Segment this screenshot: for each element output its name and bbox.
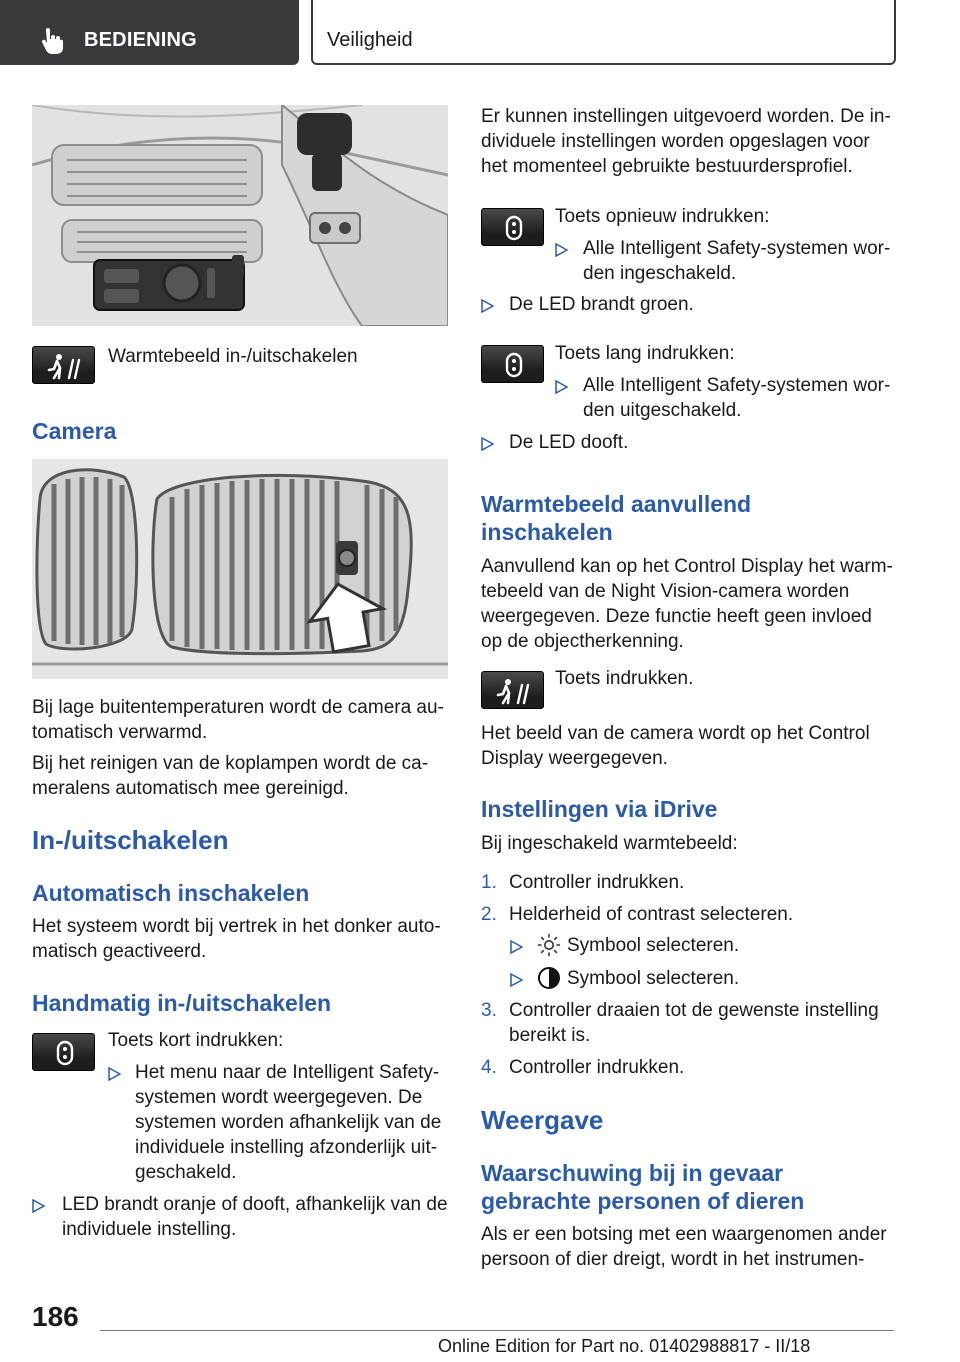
warn-text-line1: Als er een botsing met een waargenomen ander [481, 1224, 887, 1245]
step-long-bullet-line2: den uitgeschakeld. [583, 400, 742, 421]
header-chapter-label: Veiligheid [327, 29, 413, 51]
night-vision-person-icon [482, 672, 545, 710]
manual-bullet2-line2: individuele instelling. [62, 1219, 237, 1240]
contrast-icon [537, 966, 561, 990]
step-number: 4. [481, 1057, 497, 1078]
footer-edition: Online Edition for Part no. 01402988817 - II/18 [438, 1336, 811, 1356]
dashboard-illustration [32, 105, 448, 326]
heading-automatisch: Automatisch inschakelen [32, 880, 310, 906]
triangle-bullet-icon [555, 380, 568, 394]
safety-button [481, 208, 544, 246]
heading-idrive: Instellingen via iDrive [481, 796, 718, 822]
manual-bullet1-line2: systemen wordt weergegeven. De [135, 1087, 423, 1108]
extra-text-line4: op de objectherkenning. [481, 631, 684, 652]
idrive-intro: Bij ingeschakeld warmtebeeld: [481, 833, 738, 854]
symbol-select-brightness: Symbool selecteren. [567, 935, 740, 956]
heading-warning-line1: Waarschuwing bij in gevaar [481, 1160, 784, 1186]
camera-text2-line1: Bij het reinigen van de koplampen wordt de ca‐ [32, 753, 429, 774]
header-section-label: BEDIENING [84, 29, 197, 51]
step-text: Controller indrukken. [509, 872, 685, 893]
step-long-bullet-line1: Alle Intelligent Safety-systemen wor‐ [583, 375, 891, 396]
display-line1: Het beeld van de camera wordt op het Control [481, 723, 870, 744]
step-number: 3. [481, 1000, 497, 1021]
step-again-bullet-line2: den ingeschakeld. [583, 263, 737, 284]
triangle-bullet-icon [32, 1199, 45, 1213]
heading-warmtebeeld-aanvullend-line1: Warmtebeeld aanvullend [481, 491, 752, 517]
manual-bullet1-line4: individuele instelling afzonderlijk uit‐ [135, 1137, 438, 1158]
triangle-bullet-icon [108, 1067, 121, 1081]
safety-button [481, 345, 544, 383]
triangle-bullet-icon [481, 299, 494, 313]
triangle-bullet-icon [555, 243, 568, 257]
camera-text1-line2: tomatisch verwarmd. [32, 722, 208, 743]
heading-weergave: Weergave [481, 1105, 604, 1135]
camera-text2-line2: meralens automatisch mee gereinigd. [32, 778, 349, 799]
step-again-bullet-line1: Alle Intelligent Safety-systemen wor‐ [583, 238, 891, 259]
auto-text-line2: matisch geactiveerd. [32, 941, 207, 962]
manual-step: Toets kort indrukken: [108, 1030, 284, 1051]
safety-button [32, 1033, 95, 1071]
triangle-bullet-icon [510, 940, 523, 954]
extra-text-line2: tebeeld van de Night Vision-camera worden [481, 581, 850, 602]
intelligent-safety-icon [482, 209, 545, 247]
symbol-select-contrast: Symbool selecteren. [567, 968, 740, 989]
extra-text-line3: weergegeven. Deze functie heeft geen invloed [481, 606, 872, 627]
header-chapter-tab [311, 0, 896, 65]
heading-warmtebeeld-aanvullend-line2: inschakelen [481, 519, 613, 545]
extra-text-line1: Aanvullend kan op het Control Display het warm‐ [481, 556, 893, 577]
auto-text-line1: Het systeem wordt bij vertrek in het donker auto‐ [32, 916, 441, 937]
page-number: 186 [32, 1301, 79, 1332]
intelligent-safety-icon [33, 1034, 96, 1072]
heading-inuitschakelen: In-/uitschakelen [32, 825, 229, 855]
triangle-bullet-icon [481, 437, 494, 451]
caption-warmtebeeld: Warmtebeeld in-/uitschakelen [108, 346, 358, 367]
step-text-line1: Controller draaien tot de gewenste instelling [509, 1000, 879, 1021]
led-green: De LED brandt groen. [509, 294, 694, 315]
led-off: De LED dooft. [509, 432, 629, 453]
heading-handmatig: Handmatig in-/uitschakelen [32, 990, 332, 1016]
heading-camera: Camera [32, 418, 117, 444]
step-text-line2: bereikt is. [509, 1025, 591, 1046]
camera-text1-line1: Bij lage buitentemperaturen wordt de camera au‐ [32, 697, 444, 718]
step-number: 1. [481, 872, 497, 893]
sun-icon [537, 933, 561, 957]
step-text: Helderheid of contrast selecteren. [509, 904, 794, 925]
header-section-tab [0, 0, 299, 65]
step-again: Toets opnieuw indrukken: [555, 206, 770, 227]
night-vision-person-icon [33, 347, 96, 385]
intelligent-safety-icon [482, 346, 545, 384]
triangle-bullet-icon [510, 973, 523, 987]
manual-bullet1-line5: geschakeld. [135, 1162, 237, 1183]
footer-divider [100, 1330, 894, 1331]
heading-warning-line2: gebrachte personen of dieren [481, 1188, 805, 1214]
intro-line1: Er kunnen instellingen uitgevoerd worden. De in‐ [481, 106, 891, 127]
warn-text-line2: persoon of dier dreigt, wordt in het instrumen‐ [481, 1249, 865, 1270]
manual-bullet1-line3: systemen worden afhankelijk van de [135, 1112, 442, 1133]
press-key: Toets indrukken. [555, 668, 694, 689]
intro-line3: het momenteel gebruikte bestuurdersprofiel. [481, 156, 853, 177]
night-vision-button [481, 671, 544, 709]
kidney-grille-illustration [32, 459, 448, 679]
manual-bullet1-line1: Het menu naar de Intelligent Safety- [135, 1062, 440, 1083]
manual-bullet2-line1: LED brandt oranje of dooft, afhankelijk van de [62, 1194, 448, 1215]
intro-line2: dividuele instellingen worden opgeslagen voor [481, 131, 870, 152]
step-text: Controller indrukken. [509, 1057, 685, 1078]
night-vision-button [32, 346, 95, 384]
step-number: 2. [481, 904, 497, 925]
step-long: Toets lang indrukken: [555, 343, 735, 364]
display-line2: Display weergegeven. [481, 748, 668, 769]
hand-pointer-icon [40, 28, 64, 54]
